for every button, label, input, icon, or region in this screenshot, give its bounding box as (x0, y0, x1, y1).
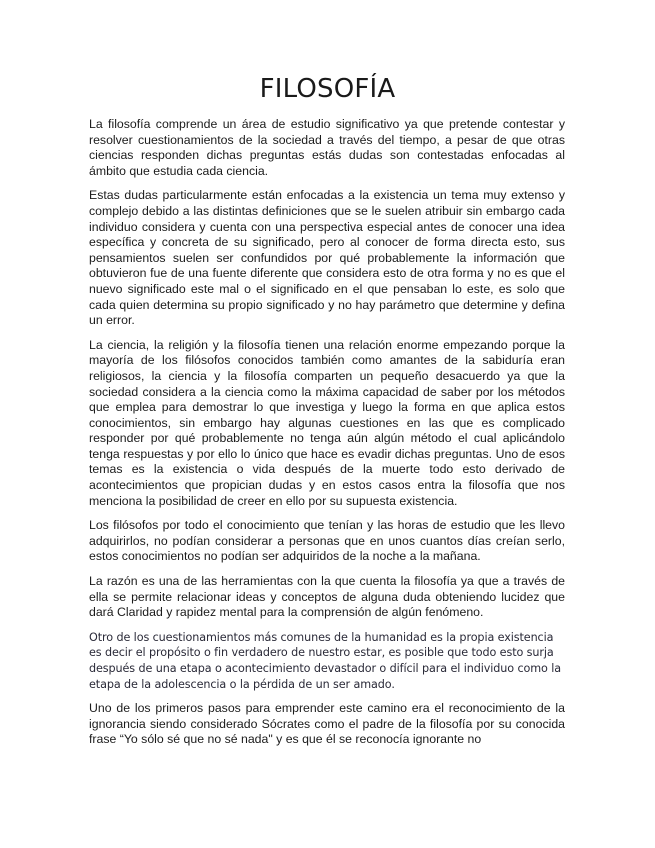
page-top-mark (321, 0, 333, 1)
page-title: FILOSOFÍA (259, 74, 396, 104)
paragraph-reason: La razón es una de las herramientas con la que cuenta la filosofía ya que a través de ella se permite relacionar ideas y conceptos de alguna duda obteniendo lucidez que dará Claridad y rapidez mental para la comprensión de algún fenómeno. (89, 574, 565, 620)
paragraph-socrates: Uno de los primeros pasos para emprender este camino era el reconocimiento de la ignorancia siendo considerado Sócrates como el padre de la filosofía por su conocida frase “Yo sólo sé que no sé nada" y es que él se reconocía ignorante no (89, 701, 565, 747)
paragraph-intro: La filosofía comprende un área de estudio significativo ya que pretende contestar y resolver cuestionamientos de la sociedad a través del tiempo, a pesar de que otras ciencias responden dichas preguntas estás dudas son contestadas enfocadas al ámbito que estudia cada ciencia. (89, 117, 565, 178)
paragraph-philosophers: Los filósofos por todo el conocimiento que tenían y las horas de estudio que les llevo adquirirlos, no podían considerar a personas que en unos cuantos días creían serlo, estos conocimientos no podían ser adquiridos de la noche a la mañana. (89, 518, 565, 564)
paragraph-existence-doubts: Estas dudas particularmente están enfocadas a la existencia un tema muy extenso y complejo debido a las distintas definiciones que se le suelen atribuir sin embargo cada individuo considera y cuenta con una perspectiva especial antes de conocer una idea específica y concreta de su significado, pero al conocer de forma directa esto, sus pensamientos suelen ser confundidos por qué probablemente la información que obtuvieron fue de una fuente diferente que considera esto de otra forma y no es que el nuevo significado este mal o el significado en el que pensaban lo este, es solo que cada quien determina su propio significado y no hay parámetro que determine y defina un error. (89, 188, 565, 328)
paragraph-existence-question: Otro de los cuestionamientos más comunes de la humanidad es la propia existencia es decir el propósito o fin verdadero de nuestro estar, es posible que todo esto surja después de una etapa o acontecimiento devastador o difícil para el individuo como la etapa de la adolescencia o la pérdida de un ser amado. (89, 630, 562, 691)
paragraph-science-religion: La ciencia, la religión y la filosofía tienen una relación enorme empezando porque la mayoría de los filósofos conocidos también como amantes de la sabiduría eran religiosos, la ciencia y la filosofía comparten un pequeño desacuerdo ya que la sociedad considera a la ciencia como la máxima capacidad de saber por los métodos que emplea para demostrar lo que investiga y luego la forma en que aplica estos conocimientos, sin embargo hay algunas cuestiones en las que es complicado responder por qué probablemente no tenga aún algún método el cual aplicándolo tenga respuestas y por ello lo único que hace es evadir dichas preguntas. Uno de esos temas es la existencia o vida después de la muerte todo esto derivado de acontecimientos que propician dudas y en estos casos entra la filosofía que nos menciona la posibilidad de creer en ello por su supuesta existencia. (89, 337, 565, 508)
document-body (89, 117, 565, 757)
